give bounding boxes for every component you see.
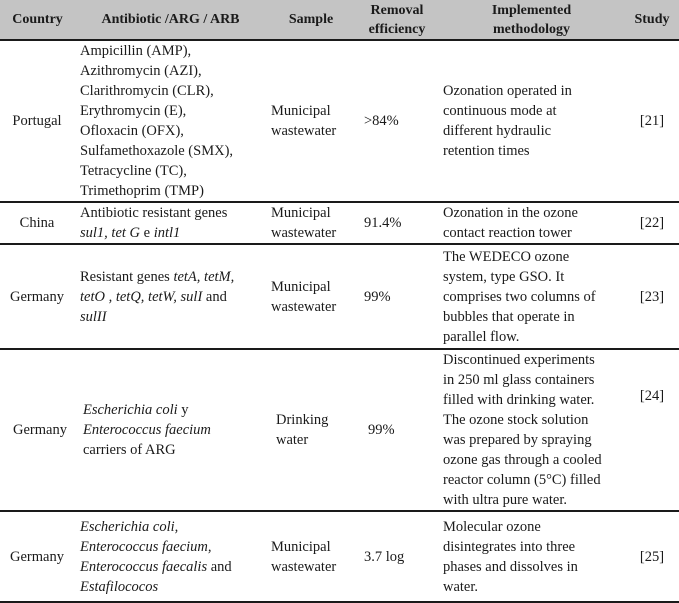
cell-antibiotic — [75, 40, 266, 202]
cell-country: Germany — [10, 288, 64, 305]
cell-sample — [266, 40, 356, 202]
antibiotic-line: Trimethoprim (TMP) — [80, 183, 204, 199]
sample-line: wastewater — [271, 558, 337, 575]
antibiotic-line: carriers of ARG — [83, 442, 176, 458]
method-line: Discontinued experiments — [443, 352, 595, 368]
table-row — [0, 349, 679, 511]
cell-study-reference: [22] — [639, 215, 665, 231]
table-header-row — [0, 0, 679, 40]
antibiotic-line — [80, 223, 261, 243]
gene-name: sulII — [80, 308, 107, 325]
cell-antibiotic — [75, 244, 266, 349]
cell-methodology — [438, 202, 625, 244]
method-line: ozone gas through a cooled — [443, 452, 602, 468]
species-name: Enterococcus faecium — [83, 422, 211, 438]
method-line: in 250 ml glass containers — [443, 372, 595, 388]
sample-line: water — [276, 432, 309, 448]
method-line: Molecular ozone — [443, 518, 541, 535]
method-line: The WEDECO ozone — [443, 248, 570, 265]
cell-study-reference: [25] — [639, 548, 665, 565]
cell-country: China — [19, 215, 55, 231]
gene-names: tetA, tetM, — [173, 268, 235, 285]
species-name: Escherichia coli — [83, 402, 178, 418]
cell-removal-efficiency: 99% — [364, 288, 391, 305]
header-country: Country — [0, 0, 75, 40]
sample-line: Municipal — [271, 538, 331, 555]
method-line: water. — [443, 578, 479, 595]
sample-line: wastewater — [271, 298, 337, 315]
method-line: Ozonation in the ozone — [443, 205, 578, 221]
table-row — [0, 40, 679, 202]
method-line: with ultra pure water. — [443, 492, 568, 508]
conjunction: e — [140, 225, 154, 241]
header-removal-line1: Removal — [370, 2, 424, 18]
antibiotic-line: Erythromycin (E), — [80, 103, 187, 119]
method-line: filled with drinking water. — [443, 392, 595, 408]
antibiotic-line: Tetracycline (TC), — [80, 163, 187, 179]
cell-methodology — [438, 511, 625, 602]
text-plain: y — [177, 402, 189, 418]
antibiotic-line: Sulfamethoxazole (SMX), — [80, 143, 234, 159]
method-line: phases and dissolves in — [443, 558, 578, 575]
header-study: Study — [625, 0, 679, 40]
sample-line: Municipal — [271, 103, 331, 119]
cell-country: Portugal — [12, 113, 62, 129]
sample-line: Drinking — [276, 412, 329, 428]
antibiotic-line: Azithromycin (AZI), — [80, 63, 202, 79]
method-line: The ozone stock solution — [443, 412, 589, 428]
cell-study-reference: [24] — [639, 388, 665, 404]
cell-antibiotic — [75, 511, 266, 602]
species-name: Estafilococos — [80, 578, 159, 595]
method-line: was prepared by spraying — [443, 432, 592, 448]
cell-study-reference: [23] — [639, 288, 665, 305]
species-name: Escherichia coli, — [80, 518, 179, 535]
sample-line: wastewater — [271, 123, 337, 139]
cell-methodology — [438, 244, 625, 349]
cell-methodology — [438, 349, 625, 511]
method-line: continuous mode at — [443, 103, 557, 119]
gene-names: sul1, tet G — [80, 225, 141, 241]
header-method-line2: methodology — [493, 21, 570, 37]
table-row — [0, 511, 679, 602]
cell-removal-efficiency: 3.7 log — [364, 548, 405, 565]
text-plain: Resistant genes — [80, 268, 174, 285]
sample-line: Municipal — [271, 278, 331, 295]
gene-names: tetO , tetQ, tetW, sulI — [80, 288, 203, 305]
header-antibiotic: Antibiotic /ARG / ARB — [75, 0, 266, 40]
cell-methodology — [438, 40, 625, 202]
method-line: system, type GSO. It — [443, 268, 565, 285]
cell-removal-efficiency: 99% — [368, 422, 395, 438]
cell-antibiotic — [75, 202, 266, 244]
cell-removal-efficiency: 91.4% — [364, 215, 402, 231]
antibiotic-line: Antibiotic resistant genes — [80, 205, 228, 221]
antibiotic-line — [83, 400, 261, 420]
cell-removal-efficiency: >84% — [364, 113, 399, 129]
method-line: parallel flow. — [443, 328, 520, 345]
table-row — [0, 244, 679, 349]
cell-sample — [266, 349, 356, 511]
header-removal-line2: efficiency — [368, 21, 426, 37]
cell-country: Germany — [13, 422, 67, 438]
species-name: Enterococcus faecalis — [80, 558, 208, 575]
header-methodology — [438, 0, 625, 40]
cell-country: Germany — [10, 548, 64, 565]
cell-sample — [266, 511, 356, 602]
antibiotic-line: Clarithromycin (CLR), — [80, 83, 214, 99]
gene-name: intl1 — [153, 225, 181, 241]
method-line: disintegrates into three — [443, 538, 576, 555]
method-line: contact reaction tower — [443, 225, 572, 241]
header-sample: Sample — [266, 0, 356, 40]
text-plain: and — [202, 288, 227, 305]
header-method-line1: Implemented — [491, 2, 572, 18]
text-plain: and — [207, 558, 232, 575]
antibiotic-line: Ampicillin (AMP), — [80, 43, 192, 59]
antibiotic-line — [80, 267, 261, 287]
method-line: comprises two columns of — [443, 288, 596, 305]
header-removal-efficiency — [356, 0, 438, 40]
antibiotic-line — [80, 557, 261, 577]
species-name: Enterococcus faecium, — [80, 538, 212, 555]
cell-sample — [266, 202, 356, 244]
method-line: different hydraulic — [443, 123, 552, 139]
antibiotic-line: Ofloxacin (OFX), — [80, 123, 184, 139]
sample-line: wastewater — [271, 225, 337, 241]
sample-line: Municipal — [271, 205, 331, 221]
method-line: bubbles that operate in — [443, 308, 575, 325]
method-line: reactor column (5°C) filled — [443, 472, 601, 488]
cell-study-reference: [21] — [639, 113, 665, 129]
method-line: Ozonation operated in — [443, 83, 572, 99]
table-row — [0, 202, 679, 244]
cell-sample — [266, 244, 356, 349]
method-line: retention times — [443, 143, 530, 159]
antibiotic-line — [80, 287, 261, 307]
cell-antibiotic — [75, 349, 266, 511]
